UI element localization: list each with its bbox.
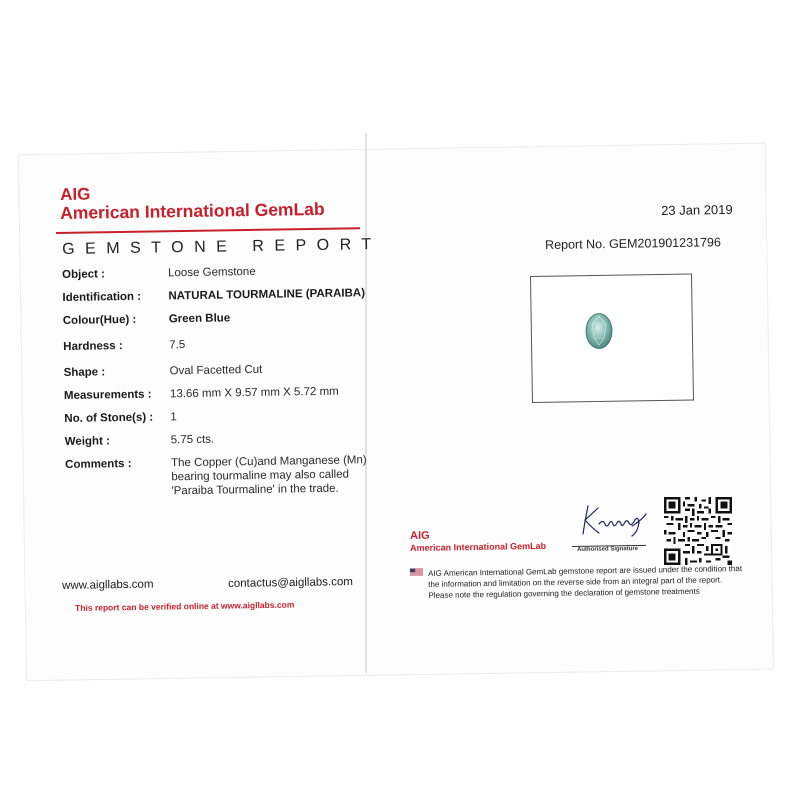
field-label: Colour(Hue) : bbox=[62, 313, 137, 327]
field-value bbox=[171, 453, 376, 498]
field-label: Identification : bbox=[62, 290, 142, 304]
field-value: 1 bbox=[170, 411, 177, 424]
comments-line-3: 'Paraiba Tourmaline' in the trade. bbox=[171, 482, 339, 498]
signature-label: Authorised Signature bbox=[577, 546, 639, 553]
field-value: Oval Facetted Cut bbox=[169, 363, 263, 378]
field-value: Green Blue bbox=[168, 312, 231, 326]
field-value: 13.66 mm X 9.57 mm X 5.72 mm bbox=[169, 385, 339, 401]
field-value: Loose Gemstone bbox=[168, 265, 256, 280]
gemstone-image bbox=[585, 312, 613, 350]
report-fields bbox=[62, 263, 376, 500]
qr-code-image bbox=[663, 497, 733, 565]
field-value: 5.75 cts. bbox=[170, 433, 215, 447]
report-date: 23 Jan 2019 bbox=[661, 201, 733, 218]
brand-name-small: American International GemLab bbox=[410, 540, 547, 553]
report-number: Report No. GEM201901231796 bbox=[545, 235, 722, 252]
field-label: Shape : bbox=[63, 366, 106, 379]
signature-image bbox=[572, 502, 648, 538]
verify-note: This report can be verified online at www.aigllabs.com bbox=[75, 599, 295, 613]
report-heading: GEMSTONE REPORT bbox=[62, 235, 382, 258]
website-link[interactable]: www.aigllabs.com bbox=[62, 578, 154, 592]
brand-name: American International GemLab bbox=[60, 198, 325, 223]
comments-line-1: The Copper (Cu)and Manganese (Mn) bbox=[170, 454, 367, 470]
field-value: NATURAL TOURMALINE (PARAIBA) bbox=[168, 287, 366, 303]
field-value: 7.5 bbox=[169, 339, 186, 352]
field-label: Object : bbox=[62, 268, 106, 281]
brand-short: AIG bbox=[60, 184, 91, 204]
field-label: Weight : bbox=[64, 435, 110, 448]
field-comments bbox=[65, 453, 376, 500]
brand-short-small: AIG bbox=[410, 529, 430, 542]
field-label: No. of Stone(s) : bbox=[64, 411, 154, 425]
email-link[interactable]: contactus@aigllabs.com bbox=[228, 576, 354, 590]
field-label: Measurements : bbox=[63, 388, 152, 402]
us-flag-icon bbox=[410, 568, 423, 576]
comments-line-2: bearing tourmaline may also called bbox=[171, 468, 350, 484]
field-label: Hardness : bbox=[63, 340, 123, 353]
disclaimer-text: AIG American International GemLab gemstone report are issued under the condition that the information and limitation on the reverse side from an integral part of the report. Please note the regulation governing the declaration of gemstone treatments bbox=[428, 564, 743, 600]
field-label: Comments : bbox=[65, 457, 132, 471]
